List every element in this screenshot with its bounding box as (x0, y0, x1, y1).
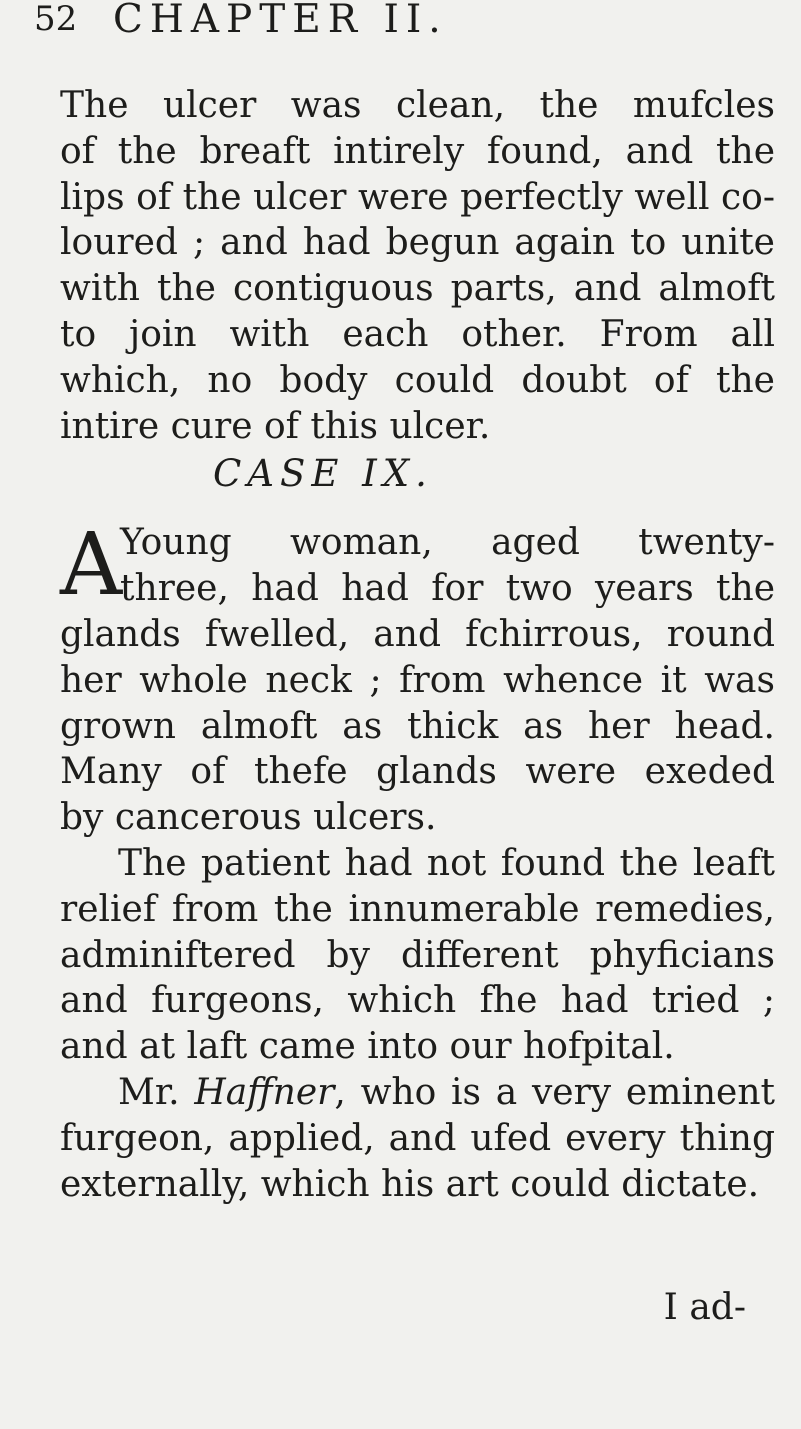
text-line: externally, which his art could dictate. (60, 1163, 760, 1205)
text-fragment: , who is a very eminent (334, 1071, 775, 1113)
text-line: her whole neck ; from whence it was (60, 659, 775, 701)
text-line: relief from the innumerable remedies, (60, 888, 775, 930)
case-opening (60, 515, 775, 615)
surgeon-name: Haffner (194, 1071, 335, 1113)
catchword: I ad- (663, 1287, 746, 1328)
text-line: loured ; and had begun again to unite (60, 222, 775, 264)
text-line: by cancerous ulcers. (60, 797, 437, 839)
text-line: lips of the ulcer were perfectly well co- (60, 176, 775, 218)
case-body (60, 612, 775, 1207)
text-fragment: Mr. (118, 1071, 195, 1113)
text-line: Many of thefe glands were exeded (60, 751, 775, 793)
running-head (0, 0, 801, 40)
text-line: three, had had for two years the (120, 567, 775, 609)
text-line: and furgeons, which fhe had tried ; (60, 980, 775, 1022)
text-line: glands fwelled, and fchirrous, round (60, 614, 775, 655)
paragraph-continuation (60, 83, 775, 449)
text-line: The ulcer was clean, the mufcles (60, 85, 775, 126)
text-line: and at laft came into our hofpital. (60, 1026, 675, 1068)
text-line (60, 1070, 775, 1116)
text-line: which, no body could doubt of the (60, 359, 775, 401)
text-line: to join with each other. From all (60, 313, 775, 355)
text-line: The patient had not found the leaft (118, 842, 775, 884)
text-line: furgeon, applied, and ufed every thing (60, 1117, 775, 1159)
text-line: with the contiguous parts, and almoft (60, 268, 775, 310)
chapter-heading: CHAPTER II. (113, 0, 448, 42)
text-line: grown almoft as thick as her head. (60, 705, 775, 747)
text-line: of the breaft intirely found, and the (60, 130, 775, 172)
text-line: Young woman, aged twenty- (120, 522, 775, 563)
text-line: adminiftered by different phyficians (60, 934, 775, 976)
drop-cap: A (60, 515, 123, 615)
text-line: intire cure of this ulcer. (60, 405, 491, 447)
case-heading: CASE IX. (213, 452, 433, 495)
page-number: 52 (34, 0, 78, 39)
